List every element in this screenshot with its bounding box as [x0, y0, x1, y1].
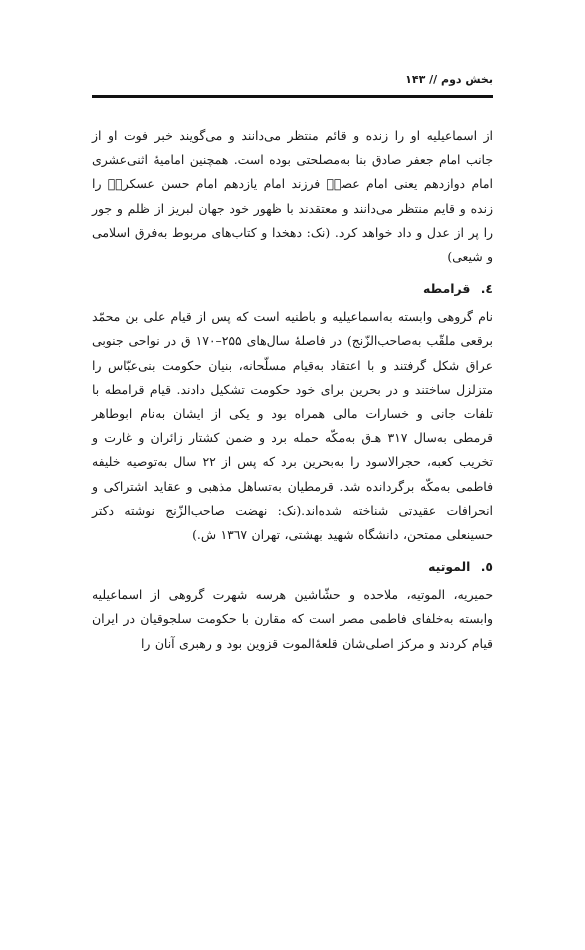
section-heading-qaramita [92, 277, 493, 301]
section-heading-almutiya [92, 555, 493, 579]
header-rule [92, 95, 493, 98]
paragraph-qaramita: نام گروهی وابسته به‌اسماعیلیه و باطنیه است که پس از قیام علی بن محمّد برقعی ملقّب به‌صاحب‌الزّنج) در فاصلهٔ سال‌های ۲۵۵–۱۷۰ ق در نواحی جنوبی عراق شکل گرفتند و با اعتقاد به‌قیام مسلّحانه، بنیان حکومت بنی‌عبّاس را متزلزل ساختند و در بحرین برای خود حکومت تشکیل دادند. قیام قرامطه با تلفات جانی و خسارات مالی همراه بود و یکی از ایشان به‌نام ابوطاهر قرمطی به‌سال ۳۱۷ هـ‌ق به‌مکّه حمله برد و ضمن کشتار زائران و غارت و تخریب کعبه، حجرالاسود را به‌بحرین برد که پس از ۲۲ سال به‌توصیه خلیفه فاطمی به‌مکّه برگردانده شد. قرمطیان به‌تساهل مذهبی و عقاید اشتراکی و انحرافات عقیدتی شناخته شده‌اند.(نک: نهضت صاحب‌الزّنج نوشته دکتر حسینعلی ممتحن، دانشگاه شهید بهشتی، تهران ۱۳٦۷ ش.) [92, 309, 494, 543]
paragraph-continuation: از اسماعیلیه او را زنده و قائم منتظر می‌دانند و می‌گویند خبر فوت او از جانب امام جعفر صادق بنا به‌مصلحتی بوده است. همچنین امامیهٔ اثنی‌عشری امام دوازدهم یعنی امام عصرؑ فرزند امام یازدهم امام حسن عسکریؑ را زنده و قایم منتظر می‌دانند و معتقدند با ظهور خود جهان لبریز از ظلم و جور را پر از عدل و داد خواهد کرد. (نک: دهخدا و کتاب‌های مربوط به‌فرق اسلامی و شیعی) [92, 128, 493, 265]
section-title: الموتیه [428, 559, 471, 575]
paragraph-almutiya: حمیریه، الموتیه، ملاحده و حشّاشین هرسه شهرت گروهی از اسماعیلیه وابسته به‌خلفای فاطمی مصر است که مقارن با حکومت سلجوقیان در ایران قیام کردند و مرکز اصلی‌شان قلعهٔ‌الموت قزوین بود و رهبری آنان را [92, 587, 493, 651]
section-title: قرامطه [423, 281, 471, 297]
page-body [92, 124, 493, 656]
section-number: ٤. [480, 281, 493, 297]
running-head: بخش دوم // ۱۴۳ [405, 73, 493, 86]
section-number: ٥. [480, 559, 493, 575]
